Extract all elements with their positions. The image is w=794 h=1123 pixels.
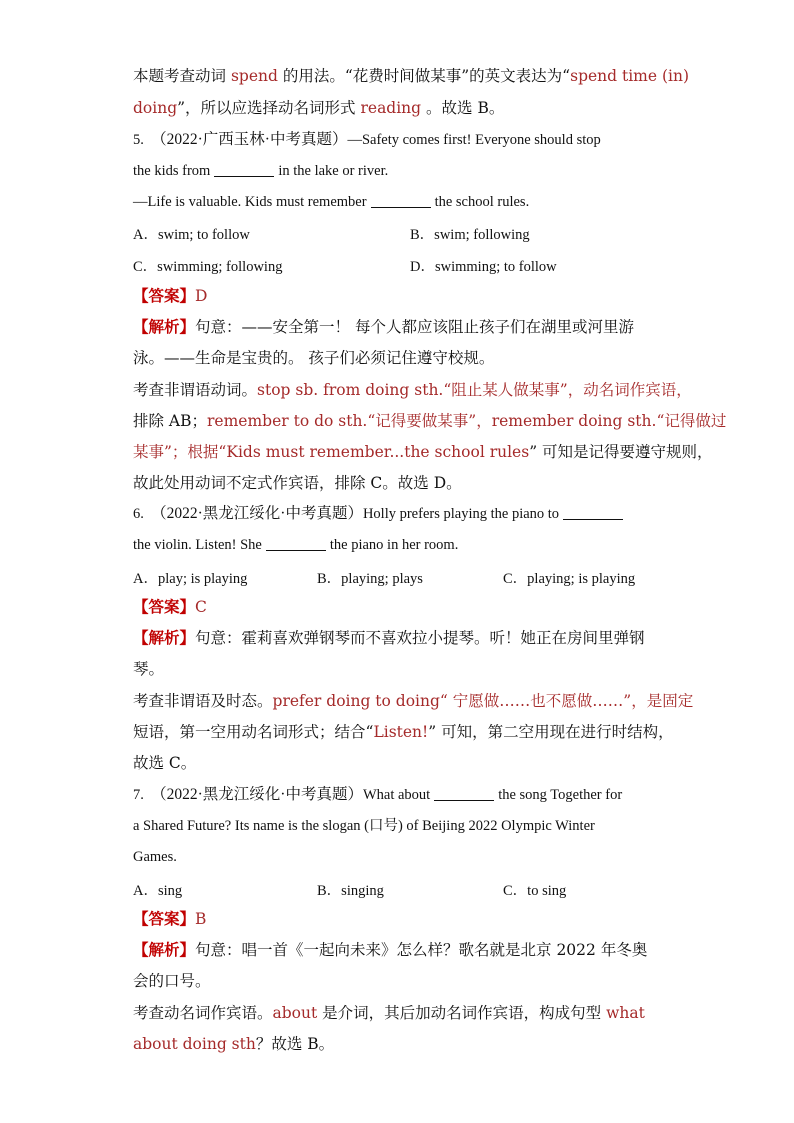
text: ？故选 B。 bbox=[255, 1035, 335, 1053]
text: 是介词，其后加动名词作宾语，构成句型 bbox=[317, 1004, 607, 1022]
text: 句意：霍莉喜欢弹钢琴而不喜欢拉小提琴。听！她正在房间里弹钢 bbox=[195, 629, 645, 647]
text: stop sb. from doing sth. bbox=[257, 381, 444, 399]
text: “记得要做某事”， bbox=[367, 412, 492, 430]
text: remember doing sth. bbox=[491, 412, 657, 430]
q5-answer bbox=[133, 286, 661, 306]
text: C． bbox=[503, 571, 528, 587]
text: 故选 C。 bbox=[133, 754, 197, 772]
q6-analysis-line-2 bbox=[133, 659, 661, 679]
text: C． bbox=[133, 259, 158, 275]
text: swimming; following bbox=[157, 259, 283, 275]
text: D bbox=[195, 287, 208, 305]
text: 【答案】 bbox=[133, 597, 196, 616]
text: 本题考查动词 bbox=[133, 67, 231, 85]
q5-explanation-line-2 bbox=[133, 411, 727, 431]
text: doing bbox=[133, 99, 178, 117]
q6-explanation-line-3 bbox=[133, 753, 661, 773]
text: play; is playing bbox=[157, 571, 248, 587]
q7-stem-line-2 bbox=[133, 816, 661, 836]
text: remember to do sth. bbox=[207, 412, 368, 430]
text: prefer doing to doing bbox=[272, 692, 440, 710]
text: —Life is valuable. Kids must remember bbox=[133, 194, 367, 210]
q5-stem-line-1 bbox=[133, 130, 661, 150]
q6-option-a bbox=[133, 567, 247, 588]
text: 【解析】 bbox=[133, 317, 196, 336]
text: 【答案】 bbox=[133, 909, 196, 928]
text: C． bbox=[503, 883, 528, 899]
text: B． bbox=[410, 227, 435, 243]
q6-option-c bbox=[503, 567, 635, 588]
text: spend time (in) bbox=[570, 67, 690, 85]
text: 【答案】 bbox=[133, 286, 196, 305]
answer-blank bbox=[434, 786, 494, 801]
q5-explanation-line-3 bbox=[133, 442, 713, 462]
text: the song Together for bbox=[498, 787, 623, 803]
q7-analysis-line-2 bbox=[133, 971, 661, 991]
q7-source: （2022·黑龙江绥化·中考真题） bbox=[151, 786, 363, 803]
text: in the lake or river. bbox=[278, 163, 389, 179]
text: ” 可知，第二空用现在进行时结构， bbox=[428, 723, 674, 741]
text: the school rules. bbox=[434, 194, 530, 210]
q6-answer bbox=[133, 597, 661, 617]
text: 琴。 bbox=[133, 660, 165, 678]
q7-explanation-line-2 bbox=[133, 1034, 661, 1054]
text: spend bbox=[230, 67, 278, 85]
text: B bbox=[195, 910, 207, 928]
text: 故此处用动词不定式作宾语，排除 C。故选 D。 bbox=[133, 474, 462, 492]
q5-analysis-line-2 bbox=[133, 348, 661, 368]
text: Listen! bbox=[373, 723, 429, 741]
text: 某事”；根据“ bbox=[133, 443, 227, 461]
text: ” 可知是记得要遵守规则， bbox=[529, 443, 713, 461]
text: 考查动名词作宾语。 bbox=[133, 1004, 273, 1022]
text: B． bbox=[317, 571, 342, 587]
text: reading bbox=[360, 99, 422, 117]
q6-stem-line-2 bbox=[133, 535, 661, 555]
q5-stem-line-2 bbox=[133, 161, 661, 181]
q5-explanation-line-4 bbox=[133, 473, 661, 493]
text: B． bbox=[317, 883, 342, 899]
text: 短语，第一空用动名词形式；结合“ bbox=[133, 723, 374, 741]
q7-stem-line-3 bbox=[133, 847, 661, 867]
q5-stem-line-3 bbox=[133, 192, 661, 212]
text: the piano in her room. bbox=[329, 537, 459, 553]
text: A． bbox=[133, 571, 158, 587]
text: Kids must remember...the school rules bbox=[226, 443, 530, 461]
text: 【解析】 bbox=[133, 940, 196, 959]
q5-option-a bbox=[133, 223, 250, 244]
q5-source: （2022·广西玉林·中考真题） bbox=[151, 131, 348, 148]
text: 句意：唱一首《一起向未来》怎么样？歌名就是北京 2022 年冬奥 bbox=[195, 941, 648, 959]
text: a Shared Future? Its name is the slogan (口号) of Beijing 2022 Olympic Winter bbox=[133, 818, 595, 834]
q7-analysis-line-1 bbox=[133, 940, 661, 960]
answer-blank bbox=[266, 536, 326, 551]
text: 。故选 B。 bbox=[421, 99, 505, 117]
q6-stem-line-1 bbox=[133, 504, 661, 524]
text: the violin. Listen! She bbox=[133, 537, 262, 553]
q5-analysis-line-1 bbox=[133, 317, 661, 337]
text: What about bbox=[362, 787, 431, 803]
q5-number: 5. bbox=[133, 132, 144, 148]
q7-answer bbox=[133, 909, 661, 929]
answer-blank bbox=[371, 193, 431, 208]
q6-source: （2022·黑龙江绥化·中考真题） bbox=[151, 505, 363, 522]
text: —Safety comes first! Everyone should stop bbox=[347, 132, 601, 148]
q7-option-c bbox=[503, 879, 566, 900]
q7-number: 7. bbox=[133, 787, 144, 803]
text: playing; plays bbox=[341, 571, 423, 587]
q7-option-b bbox=[317, 879, 384, 900]
text: 泳。——生命是宝贵的。 孩子们必须记住遵守校规。 bbox=[133, 349, 495, 367]
text: about bbox=[272, 1004, 318, 1022]
text: D． bbox=[410, 259, 435, 275]
text: C bbox=[195, 598, 207, 616]
text: Games. bbox=[133, 849, 177, 865]
text: swimming; to follow bbox=[434, 259, 557, 275]
text: 考查非谓语及时态。 bbox=[133, 692, 273, 710]
q5-option-d bbox=[410, 255, 557, 276]
q7-option-a bbox=[133, 879, 182, 900]
text: about doing sth bbox=[133, 1035, 256, 1053]
q7-explanation-line-1 bbox=[133, 1003, 661, 1023]
text: “阻止某人做某事”，动名词作宾语， bbox=[443, 381, 692, 399]
text: singing bbox=[341, 883, 384, 899]
intro-line-1 bbox=[133, 66, 690, 86]
text: 【解析】 bbox=[133, 628, 196, 647]
text: what bbox=[606, 1004, 645, 1022]
q5-explanation-line-1 bbox=[133, 380, 692, 400]
text: to sing bbox=[527, 883, 567, 899]
text: the kids from bbox=[133, 163, 211, 179]
q6-explanation-line-2 bbox=[133, 722, 674, 742]
answer-blank bbox=[214, 162, 274, 177]
text: ”，所以应选择动名词形式 bbox=[177, 99, 361, 117]
q6-option-b bbox=[317, 567, 423, 588]
text: swim; following bbox=[434, 227, 530, 243]
text: 排除 AB； bbox=[133, 412, 208, 430]
text: “记得做过 bbox=[656, 412, 727, 430]
answer-blank bbox=[563, 505, 623, 520]
text: A． bbox=[133, 227, 158, 243]
q5-option-b bbox=[410, 223, 530, 244]
text: Holly prefers playing the piano to bbox=[362, 506, 560, 522]
text: 考查非谓语动词。 bbox=[133, 381, 258, 399]
q6-analysis-line-1 bbox=[133, 628, 661, 648]
text: playing; is playing bbox=[527, 571, 636, 587]
text: swim; to follow bbox=[157, 227, 250, 243]
text: A． bbox=[133, 883, 158, 899]
q6-number: 6. bbox=[133, 506, 144, 522]
text: sing bbox=[157, 883, 183, 899]
text: 会的口号。 bbox=[133, 972, 211, 990]
q5-option-c bbox=[133, 255, 282, 276]
q7-stem-line-1 bbox=[133, 785, 661, 805]
text: 句意：——安全第一！ 每个人都应该阻止孩子们在湖里或河里游 bbox=[195, 318, 634, 336]
text: “ 宁愿做……也不愿做……”，是固定 bbox=[439, 692, 694, 710]
intro-line-2 bbox=[133, 98, 661, 118]
text: 的用法。“花费时间做某事”的英文表达为“ bbox=[277, 67, 571, 85]
q6-explanation-line-1 bbox=[133, 691, 694, 711]
